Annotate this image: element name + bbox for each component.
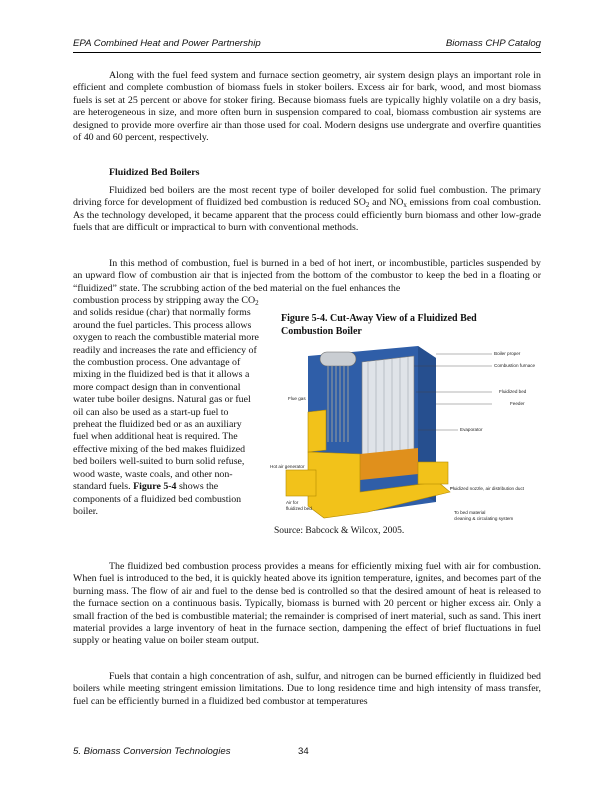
label-fluidized-bed: Fluidized bed — [499, 389, 527, 394]
paragraph-fuels: Fuels that contain a high concentration of ash, sulfur, and nitrogen can be burned efficiently in fluidized bed boilers while meeting stringent emission limitations. Due to long residence time and high intensity of mass transfer, fuel can be efficiently burned in a fluidized bed combustor at temperatures — [73, 671, 541, 707]
label-evaporator: Evaporator — [460, 427, 483, 432]
label-air-for: Air for — [286, 500, 299, 505]
footer-section: 5. Biomass Conversion Technologies — [73, 746, 231, 757]
header-right: Biomass CHP Catalog — [445, 38, 541, 49]
label-boiler-proper: Boiler proper — [494, 351, 521, 356]
page-number: 34 — [298, 746, 309, 757]
label-nozzle: Fluidized nozzle, air distribution duct — [450, 486, 525, 491]
label-hot-air-generator: Hot air generator — [270, 464, 305, 469]
paragraph-fluidized-intro: Fluidized bed boilers are the most recent type of boiler developed for solid fuel combustion. The primary driving force for development of fluidized bed combustion is reduced $SO_2$ and $NO_x$ emissions from coal combustion. As the technology developed, it became apparent that the process could efficiently burn biomass and other low-grade fuels that are difficult or impractical to burn with conventional methods. — [73, 185, 542, 234]
hot-air-generator — [286, 470, 316, 496]
flue-duct — [308, 410, 326, 452]
label-flue-gas: Flue gas — [288, 396, 306, 401]
label-to-bed-material: To bed material — [454, 510, 486, 515]
page-header — [73, 38, 541, 53]
boiler-cutaway-figure — [268, 342, 545, 526]
steam-drum — [320, 352, 356, 366]
air-duct — [418, 462, 448, 484]
label-combustion-furnace: Combustion furnace — [494, 363, 536, 368]
figure-title: Figure 5-4. Cut-Away View of a Fluidized Bed Combustion Boiler — [281, 313, 477, 337]
header-left: EPA Combined Heat and Power Partnership — [73, 38, 261, 49]
label-fluidized-bed-2: fluidized bed — [286, 506, 312, 511]
paragraph-combustion-method: In this method of combustion, fuel is burned in a bed of hot inert, or incombustible, particles suspended by an upward flow of combustion air that is injected from the bottom of the combustor to keep the bed in a floating or “fluidized” state. The scrubbing action of the bed material on the fuel enhances the — [73, 258, 541, 294]
paragraph-process: The fluidized bed combustion process provides a means for efficiently mixing fuel with air for combustion. When fuel is introduced to the bed, it is quickly heated above its ignition temperature, ignites, and becomes part of the burning mass. The flow of air and fuel to the dense bed is controlled so that the desired amount of heat is released to the furnace section on a continuous basis. Typically, biomass is burned with 20 percent or higher excess air. Only a small fraction of the bed is combustible material; the remainder is comprised of inert material, such as sand. This inert material provides a large inventory of heat in the furnace section, dampening the effect of brief fluctuations in fuel supply or heating value on boiler steam output. — [73, 561, 541, 647]
subheading-fluidized-bed: Fluidized Bed Boilers — [109, 167, 200, 178]
figure-source: Source: Babcock & Wilcox, 2005. — [274, 526, 405, 536]
figure-reference: Figure 5-4 — [133, 481, 177, 493]
paragraph-air-system: Along with the fuel feed system and furnace section geometry, air system design plays an important role in efficient and complete combustion of biomass fuels in stoker boilers. Excess air for bark, wood, and most biomass fuels is set at 25 percent or above for stoker firing. Because biomass fuels are typically highly volatile on a dry basis, are heterogeneous in size, and more often burn in suspension compared to coal, biomass combustion air systems are designed to provide more overfire air than those used for coal. Modern designs use undergrate and overfire quantities of 40 and 60 percent, respectively. — [73, 70, 541, 144]
label-cleaning: cleaning & circulating system — [454, 516, 514, 521]
label-feeder: Feeder — [510, 401, 525, 406]
paragraph-combustion-wrap: combustion process by stripping away the $CO_2$ and solids residue (char) that normally forms around the fuel particles. This process allows oxygen to reach the combustible material more readily and increases the rate and efficiency of the combustion process. One advantage of mixing in the fluidized bed is that it allows a more compact design than in conventional water tube boiler designs. Natural gas or fuel oil can also be used as a start-up fuel to preheat the fluidized bed or as an auxiliary fuel when additional heat is required. The effective mixing of the bed makes fluidized bed boilers well-suited to burn solid refuse, wood waste, waste coals, and other non-standard fuels. Figure 5-4 shows the components of a fluidized bed combustion boiler. — [73, 295, 259, 517]
